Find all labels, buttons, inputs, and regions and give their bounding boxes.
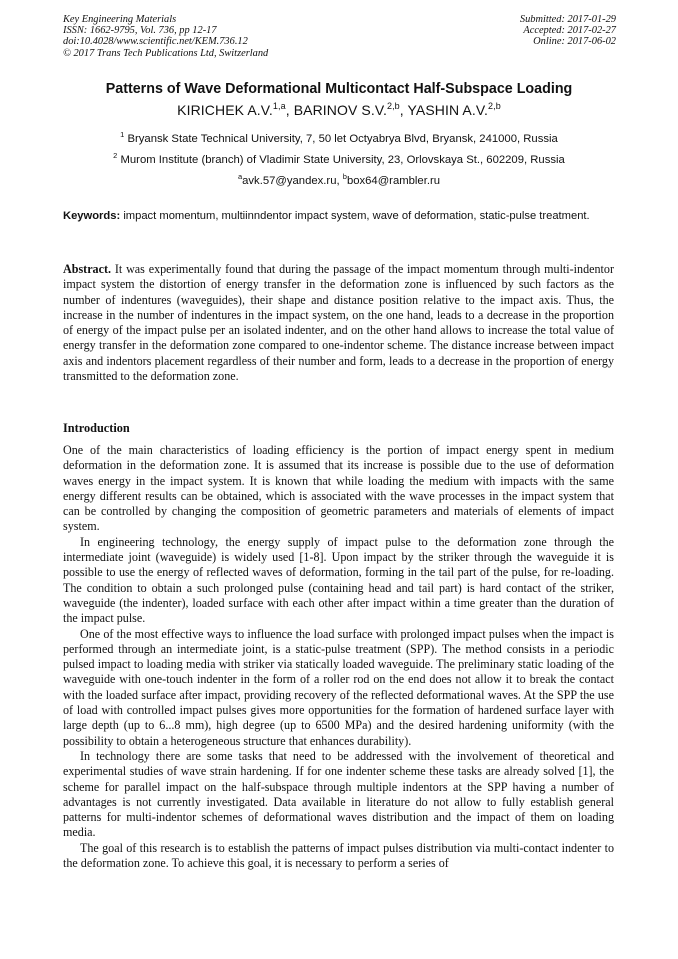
- date-online: Online: 2017-06-02: [533, 36, 616, 48]
- affiliation-superscript: 1: [120, 130, 125, 139]
- author-name: KIRICHEK A.V.: [177, 102, 273, 118]
- paragraph: In engineering technology, the energy supply of impact pulse to the deformation zone through the intermediate joint (waveguide) is widely used [1-8]. Upon impact by the striker through the waveguide it is possible to use the energy of reflected waves of deformation, forming in the tail part of the pulse, for re-loading. The condition to obtain a such prolonged pulse (containing head and tail part) is hard contact of the striker, waveguide (the indenter), loaded surface with each other after impact within a time greater than the duration of the impact pulse.: [63, 534, 614, 626]
- journal-doi: doi:10.4028/www.scientific.net/KEM.736.12: [63, 36, 248, 48]
- journal-copyright: © 2017 Trans Tech Publications Ltd, Switzerland: [63, 47, 269, 59]
- keywords: [63, 210, 613, 224]
- email-superscript: b: [342, 172, 347, 181]
- affiliation-1: [30, 132, 648, 146]
- introduction-body: [63, 443, 614, 871]
- email-address[interactable]: avk.57@yandex.ru: [242, 175, 337, 187]
- abstract-label: Abstract.: [63, 262, 112, 276]
- author-name: YASHIN A.V.: [407, 102, 488, 118]
- journal-name: Key Engineering Materials: [63, 14, 177, 25]
- email-superscript: a: [237, 172, 243, 181]
- journal-issn: ISSN: 1662-9795, Vol. 736, pp 12-17: [63, 25, 217, 37]
- affiliation-text: Murom Institute (branch) of Vladimir State University, 23, Orlovskaya St., 602209, Russia: [120, 154, 565, 166]
- author-superscript: 1,a: [272, 101, 286, 111]
- author-emails: $^a$avk.57@yandex.ru, $^b$box64@rambler.ru: [237, 172, 441, 187]
- author-superscript: 2,b: [488, 101, 501, 111]
- author-name: BARINOV S.V.: [293, 102, 387, 118]
- submission-dates: [396, 14, 616, 48]
- affiliation-2: [30, 153, 648, 167]
- affiliation-text: Bryansk State Technical University, 7, 50 let Octyabrya Blvd, Bryansk, 241000, Russia: [127, 133, 558, 145]
- paragraph: One of the most effective ways to influence the load surface with prolonged impact pulses when the impact is performed through an intermediate joint, is a static-pulse treatment (SPP). The method consists in a periodic pulsed impact to loading media with striker via statically loaded waveguide. The preliminary static loading of the waveguide with one-touch indenter in the form of a roller rod on the end does not allow it to break the contact with the loaded surface after impact, providing recovery of the reflected deformational waves. At the SPP the use of load with controlled impact pulses gives more opportunities for the formation of hardened surface layer with large depth (up to 6...8 mm), high degree (up to 6500 MPa) and the desired hardening uniformity (with the possibility to obtain a heterogeneous structure that enhances durability).: [63, 626, 614, 748]
- journal-info: [63, 14, 423, 59]
- author-list: KIRICHEK A.V.$^{1,a}$, BARINOV S.V.$^{2,b}$, YASHIN A.V.$^{2,b}$: [177, 101, 501, 118]
- paragraph: The goal of this research is to establish the patterns of impact pulses distribution via multi-contact indenter to the deformation zone. To achieve this goal, it is necessary to perform a series of: [63, 840, 614, 871]
- section-heading-introduction: Introduction: [63, 421, 130, 435]
- abstract-text: It was experimentally found that during the passage of the impact momentum through multi-indentor impact system the distortion of energy transfer in the deformation zone is influenced by such factors as the number of indentures (waveguides), their shape and distance position relative to the impact axis. Thus, the increase in the number of indentures in the impact system, on the one hand, leads to a decrease in the proportion of energy of the impact pulse per an isolated indenter, and on the other hand allows to increase the total value of energy transfer in the deformation zone compared to one-indentor scheme. The distance increase between impact axis and indentors placement regardless of their number and form, leads to a decrease in the proportion of energy transmitted to the deformation zone.: [63, 262, 614, 384]
- email-address[interactable]: box64@rambler.ru: [346, 175, 441, 187]
- paragraph: One of the main characteristics of loading efficiency is the portion of impact energy spent in medium deformation in the deformation zone. It is assumed that its increase is possible due to the use of deformation waves energy in the impact system. It is known that while loading the medium with impacts with the same energy different results can be obtained, which is associated with the wave processes in the impact system that can be controlled by changing the composition of geometric parameters and materials of elements of impact system.: [63, 443, 614, 534]
- date-accepted: Accepted: 2017-02-27: [523, 25, 616, 37]
- date-submitted: Submitted: 2017-01-29: [519, 14, 616, 25]
- paragraph: In technology there are some tasks that need to be addressed with the involvement of theoretical and experimental studies of wave strain hardening. If for one indenter scheme these tasks are already solved [1], the scheme for parallel impact on the half-subspace through multiple indentors at the SPP having a number of advantages is not currently investigated. Data available in literature do not allow to fully establish general patterns for multi-indentor schemes of deformational waves distribution and the impact of them on loading media.: [63, 748, 614, 840]
- keywords-text: impact momentum, multiinndentor impact system, wave of deformation, static-pulse treatment.: [123, 210, 590, 222]
- keywords-label: Keywords:: [63, 210, 121, 222]
- paper-title: Patterns of Wave Deformational Multicontact Half-Subspace Loading: [105, 81, 573, 97]
- affiliation-superscript: 2: [113, 151, 118, 160]
- abstract: [63, 262, 614, 384]
- author-superscript: 2,b: [386, 101, 400, 111]
